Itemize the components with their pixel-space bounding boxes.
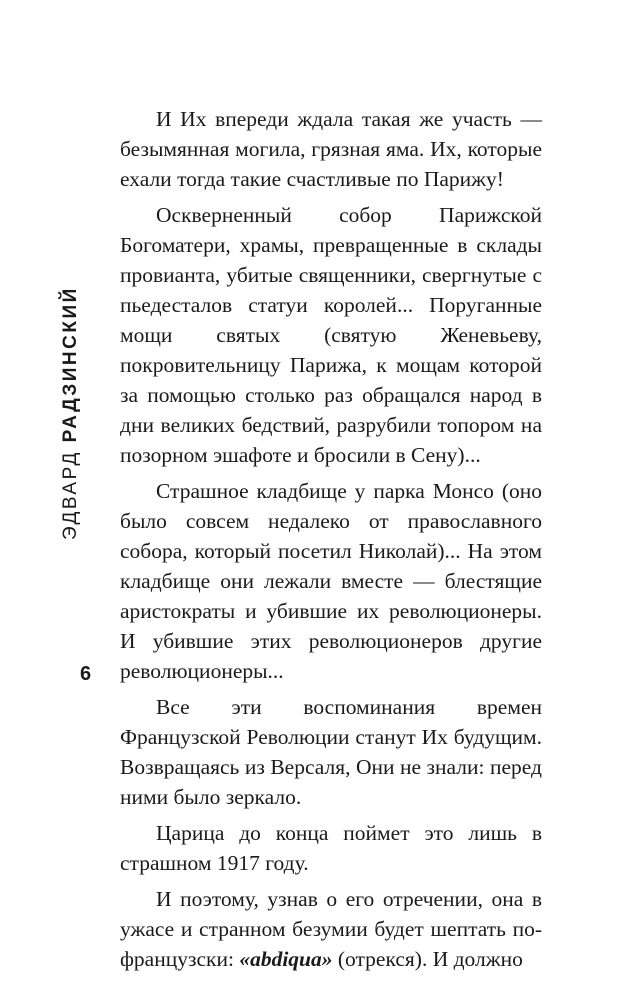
paragraph-2: Оскверненный собор Парижской Богоматери, храмы, превращенные в склады провианта, убитые священники, свергнутые с пьедесталов статуи королей... Поруганные мощи святых (святую Женевьеву, покровительницу Парижа, к мощам которой за помощью столько раз обращался народ в дни великих бедствий, разрубили топором на позорном эшафоте и бросили в Сену)... bbox=[120, 203, 542, 467]
paragraph-6 bbox=[120, 884, 542, 974]
paragraph-4: Все эти воспоминания времен Французской Революции станут Их будущим. Возвращаясь из Версаля, Они не знали: перед ними было зеркало. bbox=[120, 695, 542, 809]
paragraph-3: Страшное кладбище у парка Монсо (оно было совсем недалеко от православного собора, который посетил Николай)... На этом кладбище они лежали вместе — блестящие аристократы и убившие их революционеры. И убившие этих революционеров другие революционеры... bbox=[120, 479, 542, 683]
author-last-name: РАДЗИНСКИЙ bbox=[60, 286, 81, 443]
author-first-name: ЭДВАРД bbox=[60, 450, 81, 540]
paragraph-1: И Их впереди ждала такая же участь — безымянная могила, грязная яма. Их, которые ехали тогда такие счастливые по Парижу! bbox=[120, 107, 542, 191]
page-number: 6 bbox=[80, 663, 92, 685]
paragraph-5: Царица до конца поймет это лишь в страшном 1917 году. bbox=[120, 821, 542, 875]
paragraph-6-text-before: И поэтому, узнав о его отречении, она в ужасе и странном безумии будет шептать по-французски: bbox=[120, 887, 542, 971]
body-text bbox=[120, 104, 542, 974]
paragraph-6-text-after: (отрекся). И должно bbox=[332, 947, 523, 971]
running-head-author bbox=[58, 240, 84, 540]
italic-term: «abdiqua» bbox=[239, 947, 333, 971]
